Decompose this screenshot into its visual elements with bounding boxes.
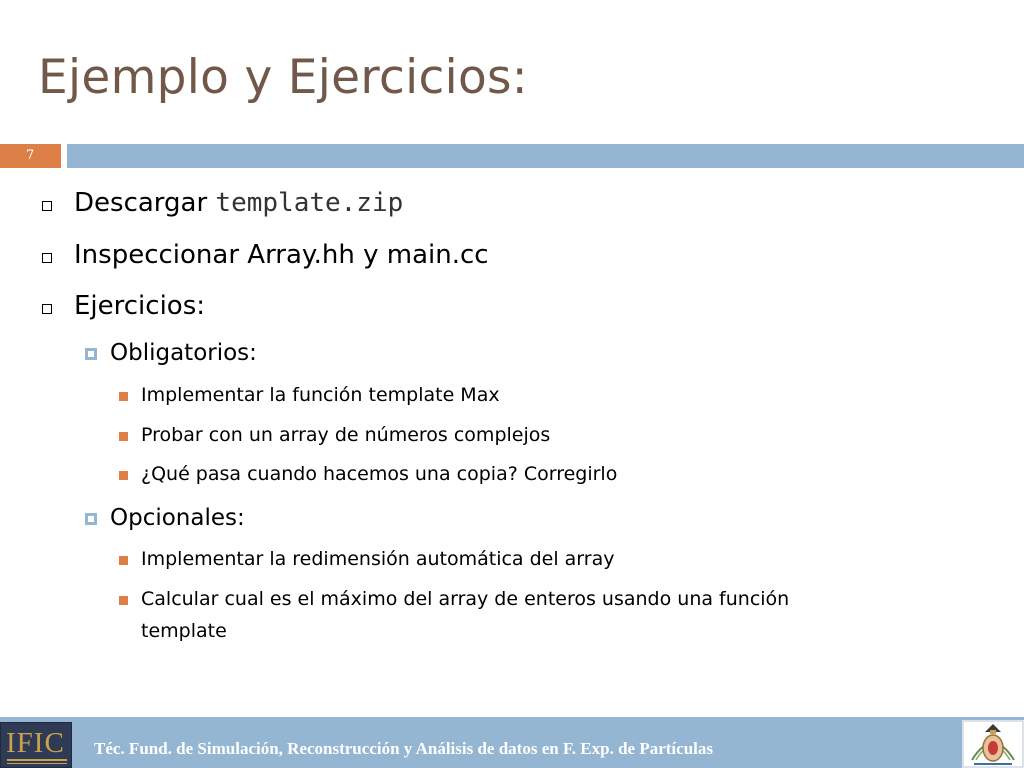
hollow-square-bullet-icon <box>42 253 52 263</box>
list-item: Probar con un array de números complejos <box>141 424 551 446</box>
code-filename: template.zip <box>215 188 404 218</box>
slide-title: Ejemplo y Ejercicios: <box>38 50 528 105</box>
list-item-text: Descargar <box>74 188 216 218</box>
sublist-label-mandatory: Obligatorios: <box>110 340 257 366</box>
list-item-download <box>74 188 403 218</box>
filled-square-bullet-icon <box>119 471 128 480</box>
filled-square-bullet-icon <box>119 392 128 401</box>
list-item: Implementar la redimensión automática del array <box>141 548 615 570</box>
framed-square-bullet-icon <box>85 348 97 360</box>
ific-logo <box>0 722 72 768</box>
filled-square-bullet-icon <box>119 432 128 441</box>
framed-square-bullet-icon <box>85 513 97 525</box>
footer-text: Téc. Fund. de Simulación, Reconstrucción y Análisis de datos en F. Exp. de Partículas <box>94 739 713 758</box>
title-divider-bar <box>67 144 1024 168</box>
hollow-square-bullet-icon <box>42 201 52 211</box>
university-seal-icon <box>962 720 1024 768</box>
university-seal-icon <box>962 720 1024 768</box>
list-item: Calcular cual es el máximo del array de enteros usando una función <box>141 588 790 610</box>
filled-square-bullet-icon <box>119 556 128 565</box>
list-item: ¿Qué pasa cuando hacemos una copia? Corregirlo <box>141 463 618 485</box>
slide-number: 7 <box>26 148 35 163</box>
ific-logo-text: IFIC <box>6 727 65 759</box>
sublist-label-optional: Opcionales: <box>110 505 245 531</box>
slide-number-box <box>0 144 61 168</box>
list-item-exercises: Ejercicios: <box>74 291 206 321</box>
list-item: Implementar la función template Max <box>141 384 500 406</box>
list-item-inspect: Inspeccionar Array.hh y main.cc <box>74 240 489 270</box>
list-item-continuation: template <box>141 620 227 642</box>
hollow-square-bullet-icon <box>42 304 52 314</box>
filled-square-bullet-icon <box>119 596 128 605</box>
